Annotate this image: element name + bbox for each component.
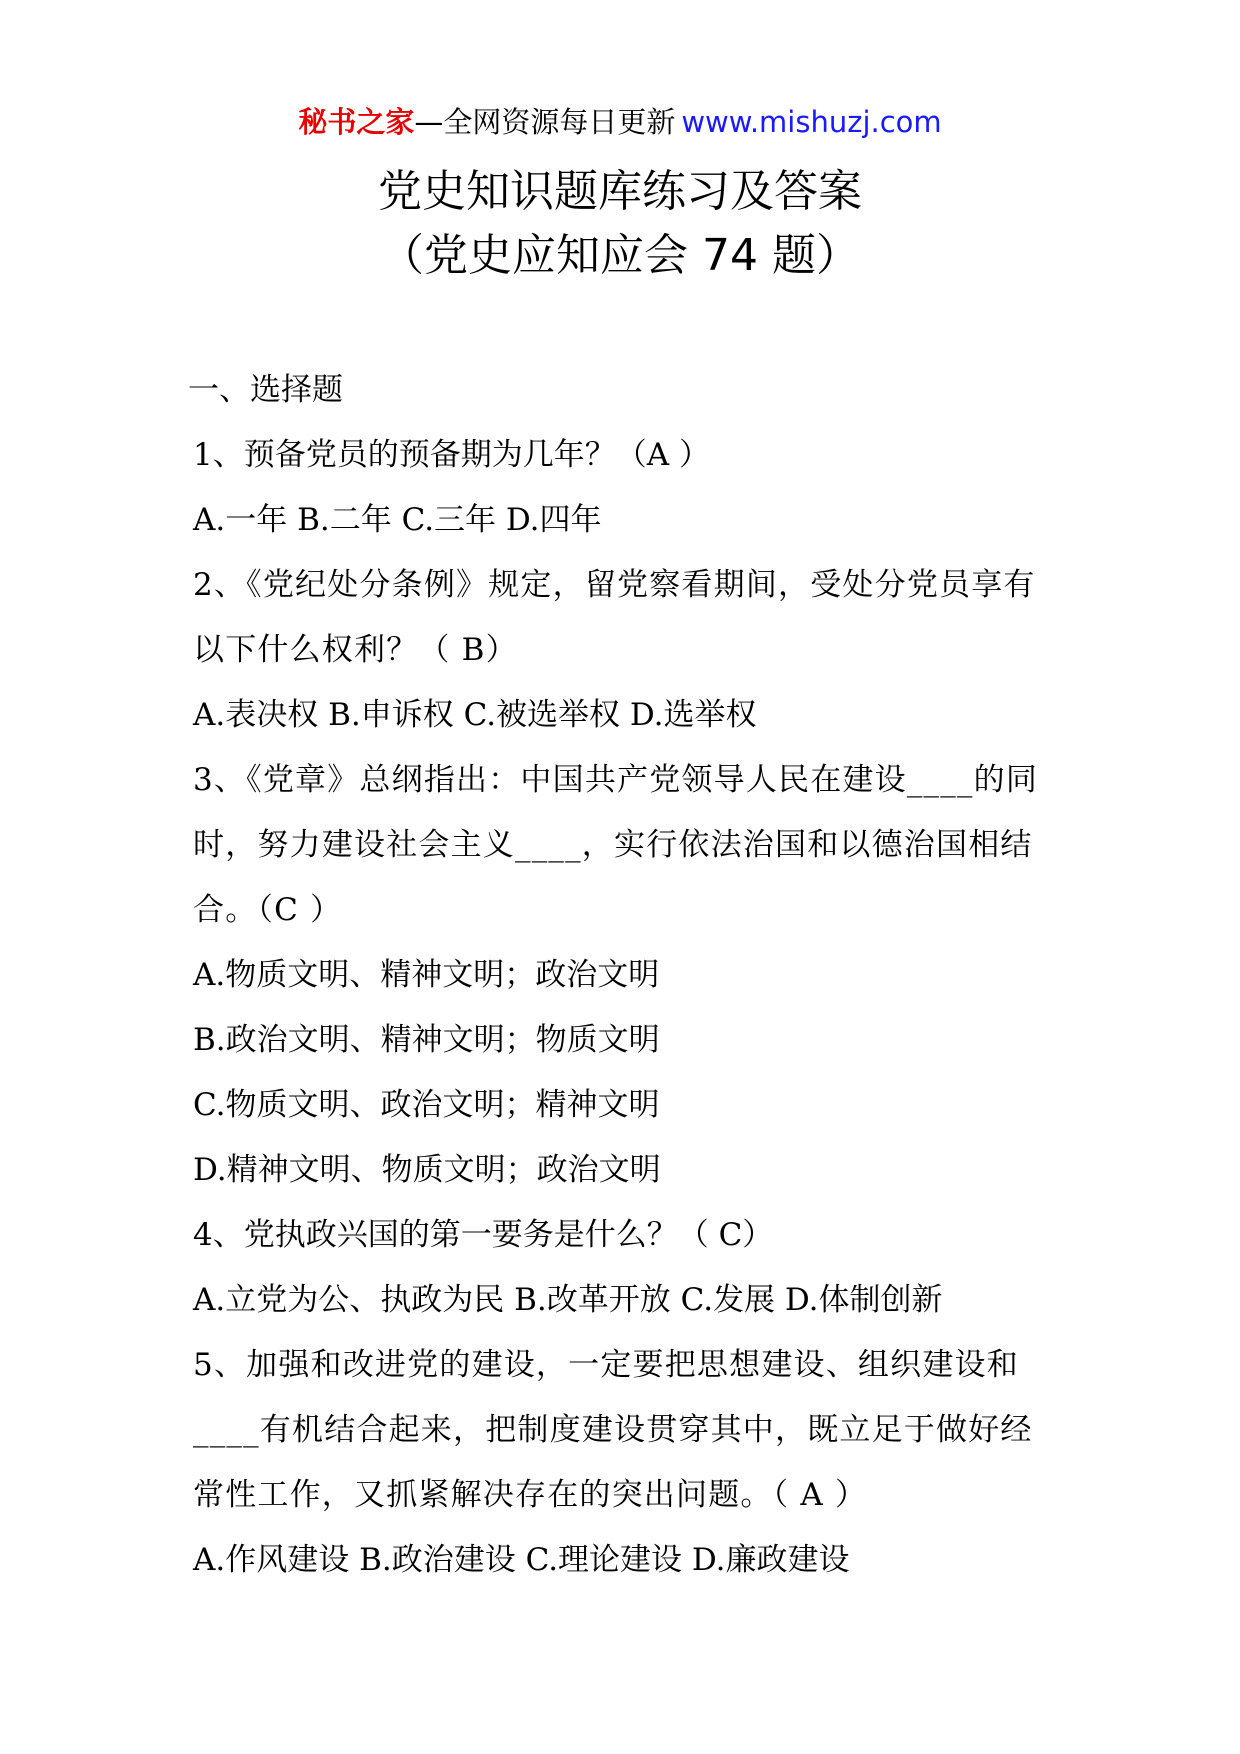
site-url-link[interactable]: www.mishuzj.com <box>681 105 942 139</box>
document-subtitle: （党史应知应会 74 题） <box>380 230 860 281</box>
brand-name: 秘书之家 <box>298 105 415 139</box>
question-3-option-a: A.物质文明、精神文明；政治文明 <box>193 957 660 993</box>
question-2-options: A.表决权 B.申诉权 C.被选举权 D.选举权 <box>193 697 757 733</box>
question-1-options: A.一年 B.二年 C.三年 D.四年 <box>193 502 602 538</box>
question-3-text: 3、《党章》总纲指出：中国共产党领导人民在建设____的同时，努力建设社会主义____，实行依法治国和以德治国相结合。（C ） <box>193 762 1039 928</box>
site-header <box>0 102 1240 142</box>
header-tagline: —全网资源每日更新 <box>414 105 676 139</box>
question-1-text: 1、预备党员的预备期为几年？（A ） <box>193 437 710 473</box>
question-2-text: 2、《党纪处分条例》规定，留党察看期间，受处分党员享有以下什么权利？（ B） <box>193 567 1036 668</box>
question-3-option-c: C.物质文明、政治文明；精神文明 <box>193 1087 660 1123</box>
document-title: 党史知识题库练习及答案 <box>378 166 862 217</box>
question-4-options: A.立党为公、执政为民 B.改革开放 C.发展 D.体制创新 <box>193 1282 943 1318</box>
question-3-option-b: B.政治文明、精神文明；物质文明 <box>193 1022 660 1058</box>
question-5-options: A.作风建设 B.政治建设 C.理论建设 D.廉政建设 <box>193 1542 850 1578</box>
question-3-option-d: D.精神文明、物质文明；政治文明 <box>193 1152 661 1188</box>
question-5-text: 5、加强和改进党的建设，一定要把思想建设、组织建设和____有机结合起来，把制度建设贯穿其中，既立足于做好经常性工作，又抓紧解决存在的突出问题。（ A ） <box>193 1347 1033 1513</box>
document-body <box>188 358 1058 1593</box>
question-4-text: 4、党执政兴国的第一要务是什么？（ C） <box>193 1217 774 1253</box>
section-heading: 一、选择题 <box>188 372 343 408</box>
